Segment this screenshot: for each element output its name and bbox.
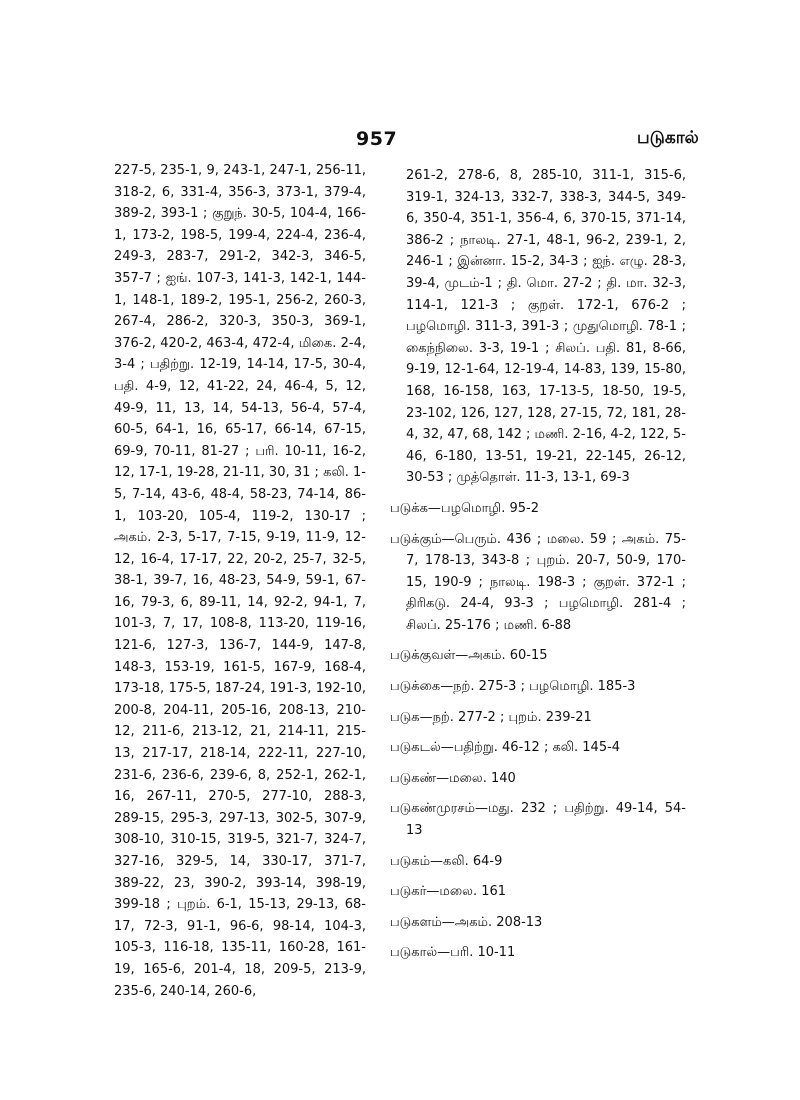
left-column-text: 227-5, 235-1, 9, 243-1, 247-1, 256-11, 318-2, 6, 331-4, 356-3, 373-1, 379-4, 389-2, 393-1 ; குறுந். 30-5, 104-4, 166-1, 173-2, 198-5, 199-4, 224-4, 236-4, 249-3, 283-7, 291-2, 342-3, 346-5, 357-7 ; ஐங். 107-3, 141-3, 142-1, 144-1, 148-1, 189-2, 195-1, 256-2, 260-3, 267-4, 286-2, 320-3, 350-3, 369-1, 376-2, 420-2, 463-4, 472-4, மிகை. 2-4, 3-4 ; பதிற்று. 12-19, 14-14, 17-5, 30-4, பதி. 4-9, 12, 41-22, 24, 46-4, 5, 12, 49-9, 11, 13, 14, 54-13, 56-4, 57-4, 60-5, 64-1, 16, 65-17, 66-14, 67-15, 69-9, 70-11, 81-27 ; பரி. 10-11, 16-2, 12, 17-1, 19-28, 21-11, 30, 31 ; கலி. 1-5, 7-14, 43-6, 48-4, 58-23, 74-14, 86-1, 103-20, 105-4, 119-2, 130-17 ; அகம். 2-3, 5-17, 7-15, 9-19, 11-9, 12-12, 16-4, 17-17, 22, 20-2, 25-7, 32-5, 38-1, 39-7, 16, 48-23, 54-9, 59-1, 67-16, 79-3, 6, 89-11, 14, 92-2, 94-1, 7, 101-3, 7, 17, 108-8, 113-20, 119-16, 121-6, 127-3, 136-7, 144-9, 147-8, 148-3, 153-19, 161-5, 167-9, 168-4, 173-18, 175-5, 187-24, 191-3, 192-10, 200-8, 204-11, 205-16, 208-13, 210-12, 211-6, 213-12, 21, 214-11, 215-13, 217-17, 218-14, 222-11, 227-10, 231-6, 236-6, 239-6, 8, 252-1, 262-1, 16, 267-11, 270-5, 277-10, 288-3, 289-15, 295-3, 297-13, 302-5, 307-9, 308-10, 310-15, 319-5, 321-7, 324-7, 327-16, 329-5, 14, 330-17, 371-7, 389-22, 23, 390-2, 393-14, 398-19, 399-18 ; புறம். 6-1, 15-13, 29-13, 68-17, 72-3, 91-1, 96-6, 98-14, 104-3, 105-3, 116-18, 135-11, 160-28, 161-19, 165-6, 201-4, 18, 209-5, 213-9, 235-6, 240-14, 260-6,: [114, 163, 366, 999]
index-entry: படுகர்—மலை. 161: [390, 884, 507, 900]
index-entry: படுகடல்—பதிற்று. 46-12 ; கலி. 145-4: [390, 740, 621, 756]
page-number: 957: [356, 128, 398, 150]
index-entry: படுக—நற். 277-2 ; புறம். 239-21: [390, 709, 592, 725]
index-entry: படுகளம்—அகம். 208-13: [390, 914, 543, 930]
index-entry: படுகால்—பரி. 10-11: [390, 945, 516, 961]
left-column: [114, 160, 366, 1002]
index-entry: படுகண்முரசம்—மது. 232 ; பதிற்று. 49-14, 54-13: [390, 801, 686, 839]
index-entry: படுகண்—மலை. 140: [390, 770, 516, 786]
index-entry: படுக்குவள்—அகம். 60-15: [390, 648, 548, 664]
right-column: [390, 165, 686, 973]
continuation-text: 261-2, 278-6, 8, 285-10, 311-1, 315-6, 319-1, 324-13, 332-7, 338-3, 344-5, 349-6, 350-4, 351-1, 356-4, 6, 370-15, 371-14, 386-2 ; நாலடி. 27-1, 48-1, 96-2, 239-1, 2, 246-1 ; இன்னா. 15-2, 34-3 ; ஐந். எழு. 28-3, 39-4, முடம்-1 ; தி. மொ. 27-2 ; தி. மா. 32-3, 114-1, 121-3 ; குறள். 172-1, 676-2 ; பழமொழி. 311-3, 391-3 ; முதுமொழி. 78-1 ; கைந்நிலை. 3-3, 19-1 ; சிலப். பதி. 81, 8-66, 9-19, 12-1-64, 12-19-4, 14-83, 139, 15-80, 168, 16-158, 163, 17-13-5, 18-50, 19-5, 23-102, 126, 127, 128, 27-15, 72, 181, 28-4, 32, 47, 68, 142 ; மணி. 2-16, 4-2, 122, 5-46, 6-180, 13-51, 19-21, 22-145, 26-12, 30-53 ; முத்தொள். 11-3, 13-1, 69-3: [406, 168, 686, 486]
running-head: படுகால்: [637, 128, 699, 148]
index-entry: படுக்கை—நற். 275-3 ; பழமொழி. 185-3: [390, 679, 636, 695]
index-entry: படுகம்—கலி. 64-9: [390, 853, 503, 869]
index-entry: படுக்க—பழமொழி. 95-2: [390, 500, 539, 516]
index-entry: படுக்கும்—பெரும். 436 ; மலை. 59 ; அகம். 75-7, 178-13, 343-8 ; புறம். 20-7, 50-9, 170-15, 190-9 ; நாலடி. 198-3 ; குறள். 372-1 ; திரிகடு. 24-4, 93-3 ; பழமொழி. 281-4 ; சிலப். 25-176 ; மணி. 6-88: [390, 531, 686, 633]
